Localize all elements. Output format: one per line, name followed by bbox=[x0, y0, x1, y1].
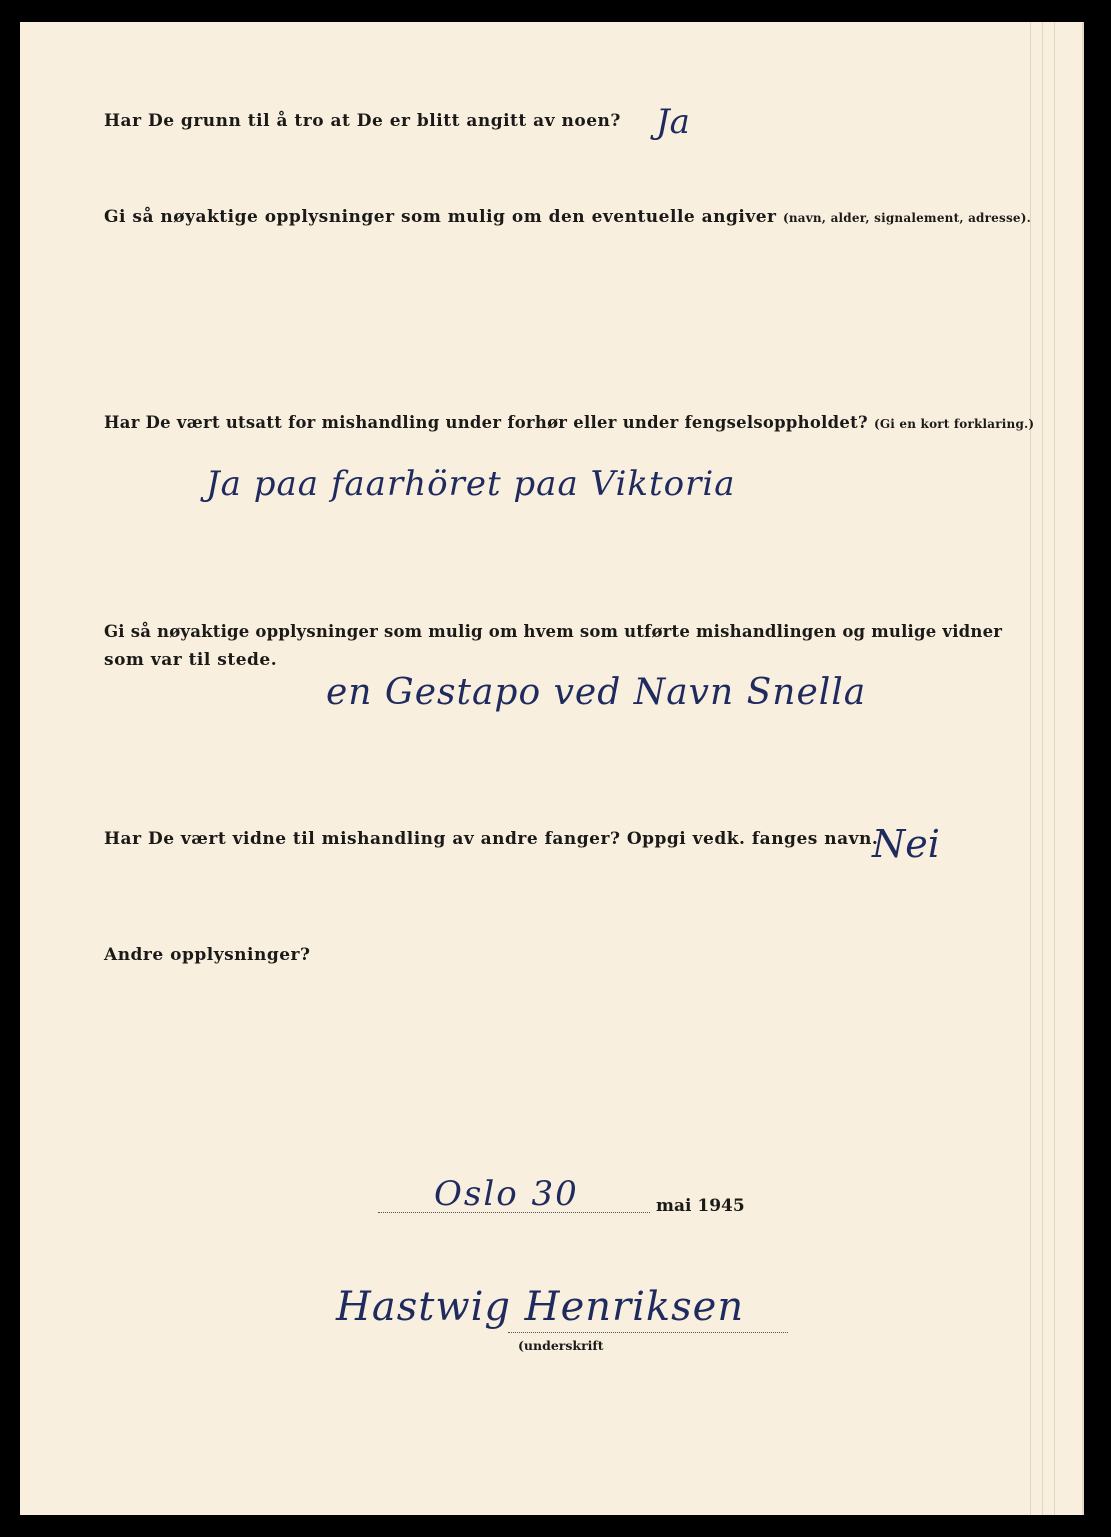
form-page bbox=[20, 22, 1084, 1515]
question-mistreatment bbox=[104, 413, 1034, 432]
question-informer-text: Gi så nøyaktige opplysninger som mulig om den eventuelle angiver bbox=[104, 207, 777, 227]
signature: Hastwig Henriksen bbox=[336, 1284, 745, 1330]
question-perpetrator-line2: som var til stede. bbox=[104, 650, 278, 670]
answer-denounced: Ja bbox=[656, 102, 690, 142]
date-dotted-line bbox=[378, 1212, 650, 1213]
question-informer-note: (navn, alder, signalement, adresse). bbox=[782, 211, 1032, 225]
question-denounced: Har De grunn til å tro at De er blitt angitt av noen? bbox=[104, 111, 621, 131]
answer-witness: Nei bbox=[872, 822, 940, 866]
question-mistreatment-note: (Gi en kort forklaring.) bbox=[873, 417, 1035, 431]
page-edge-line bbox=[1030, 22, 1031, 1515]
signature-dotted-line bbox=[508, 1332, 788, 1333]
question-other-info: Andre opplysninger? bbox=[104, 945, 311, 965]
question-perpetrator-line1: Gi så nøyaktige opplysninger som mulig om hvem som utførte mishandlingen og mulige vidner bbox=[104, 622, 1003, 641]
page-edge-line bbox=[1054, 22, 1055, 1515]
date-month-year: mai 1945 bbox=[656, 1196, 745, 1216]
date-place-day: Oslo 30 bbox=[434, 1174, 579, 1214]
question-mistreatment-text: Har De vært utsatt for mishandling under forhør eller under fengselsoppholdet? bbox=[104, 413, 868, 432]
answer-mistreatment: Ja paa faarhöret paa Viktoria bbox=[206, 464, 736, 504]
signature-label: (underskrift bbox=[518, 1338, 604, 1353]
question-informer-details bbox=[104, 207, 1031, 227]
question-witness: Har De vært vidne til mishandling av andre fanger? Oppgi vedk. fanges navn. bbox=[104, 829, 879, 849]
page-edge-line bbox=[1042, 22, 1043, 1515]
answer-perpetrator: en Gestapo ved Navn Snella bbox=[326, 672, 867, 713]
